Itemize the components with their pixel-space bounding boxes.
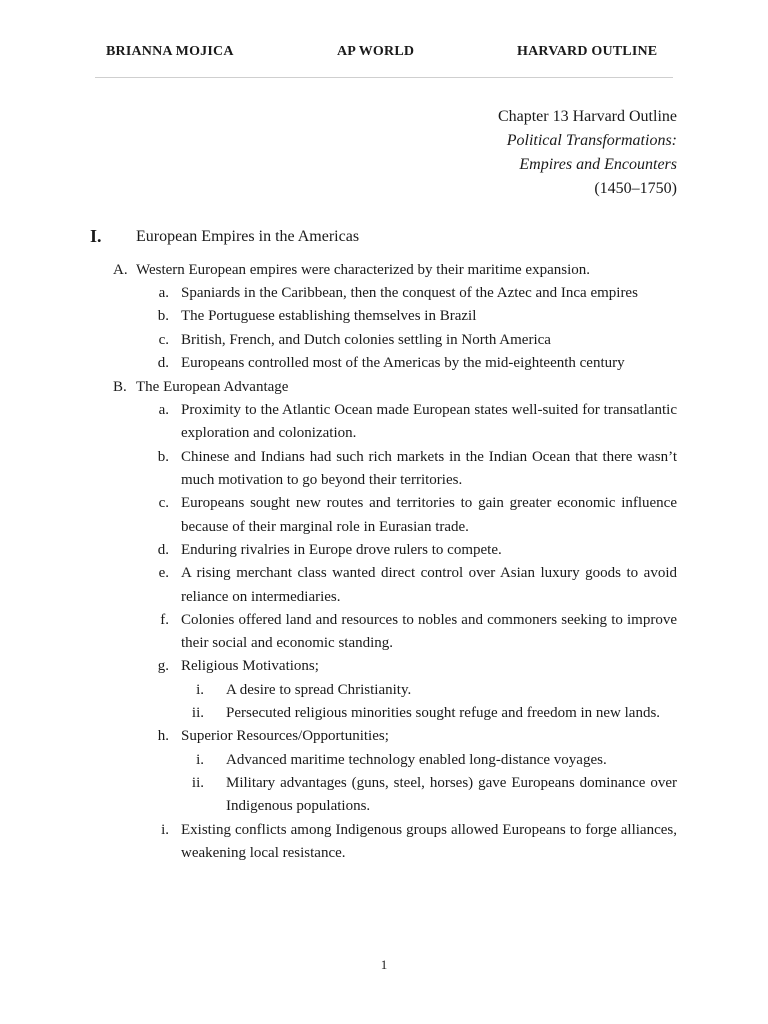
outline-text: Spaniards in the Caribbean, then the conquest of the Aztec and Inca empires bbox=[181, 285, 638, 301]
outline-text: Military advantages (guns, steel, horses) gave Europeans dominance over Indigenous populations. bbox=[226, 774, 677, 815]
outline-letter: A. bbox=[113, 262, 128, 278]
header-course: AP WORLD bbox=[337, 44, 415, 59]
outline-item-A bbox=[0, 258, 768, 282]
outline-roman: ii. bbox=[191, 774, 204, 791]
outline-item-B-h bbox=[0, 725, 768, 748]
chapter-subtitle-2: Empires and Encounters bbox=[519, 156, 677, 173]
outline-item-B-f bbox=[0, 609, 768, 656]
outline-roman: ii. bbox=[191, 705, 204, 722]
outline-text: British, French, and Dutch colonies settling in North America bbox=[181, 331, 551, 348]
outline-text: The European Advantage bbox=[136, 379, 289, 396]
outline-item-A-d bbox=[0, 352, 768, 375]
outline-letter: b. bbox=[157, 308, 169, 325]
outline-section-I bbox=[0, 226, 768, 258]
outline-item-A-a bbox=[0, 282, 768, 305]
outline-text: A rising merchant class wanted direct control over Asian luxury goods to avoid reliance on intermediaries. bbox=[181, 565, 677, 605]
outline-text: Chinese and Indians had such rich markets in the Indian Ocean that there wasn’t much motivation to go beyond their territories. bbox=[181, 448, 677, 489]
outline-text: Proximity to the Atlantic Ocean made European states well-suited for transatlantic exploration and colonization. bbox=[181, 402, 677, 442]
outline-letter: h. bbox=[157, 728, 169, 745]
outline-item-B-b bbox=[0, 446, 768, 493]
chapter-title: Chapter 13 Harvard Outline bbox=[497, 108, 677, 125]
outline-item-B-g-i bbox=[0, 679, 768, 702]
outline-letter: i. bbox=[161, 821, 169, 838]
outline-text: Enduring rivalries in Europe drove rulers to compete. bbox=[181, 541, 502, 558]
title-block bbox=[498, 105, 677, 201]
outline-text: Superior Resources/Opportunities; bbox=[181, 728, 389, 745]
chapter-subtitle: Political Transformations: bbox=[506, 132, 677, 149]
chapter-date-range: (1450–1750) bbox=[594, 180, 677, 197]
outline-item-B-a bbox=[0, 399, 768, 446]
outline-letter: a. bbox=[158, 402, 169, 419]
outline-item-B-c bbox=[0, 492, 768, 539]
outline-heading: European Empires in the Americas bbox=[136, 228, 360, 245]
outline-text: The Portuguese establishing themselves in Brazil bbox=[181, 308, 477, 325]
outline-item-B-h-ii bbox=[0, 772, 768, 819]
header-divider bbox=[95, 77, 673, 78]
outline-letter: g. bbox=[157, 658, 169, 675]
outline-item-B-g-ii bbox=[0, 702, 768, 725]
outline-text: Persecuted religious minorities sought refuge and freedom in new lands. bbox=[226, 705, 661, 722]
outline-item-B-d bbox=[0, 539, 768, 562]
outline-text: Religious Motivations; bbox=[181, 658, 319, 675]
outline-numeral: I. bbox=[90, 226, 102, 246]
outline bbox=[0, 226, 768, 865]
outline-text: Europeans sought new routes and territories to gain greater economic influence because of their marginal role in Eurasian trade. bbox=[181, 495, 677, 535]
outline-item-B bbox=[0, 375, 768, 399]
outline-letter: a. bbox=[158, 285, 169, 301]
outline-letter: f. bbox=[160, 611, 169, 628]
outline-item-B-e bbox=[0, 562, 768, 609]
outline-text: Existing conflicts among Indigenous groups allowed Europeans to forge alliances, weakening local resistance. bbox=[181, 821, 677, 861]
outline-text: Advanced maritime technology enabled long-distance voyages. bbox=[226, 751, 607, 768]
outline-item-B-i bbox=[0, 819, 768, 866]
header-author: BRIANNA MOJICA bbox=[106, 44, 234, 59]
outline-text: Europeans controlled most of the Americas by the mid-eighteenth century bbox=[181, 354, 625, 371]
outline-letter: c. bbox=[158, 495, 169, 512]
page-header bbox=[0, 44, 768, 68]
outline-roman: i. bbox=[196, 751, 204, 768]
outline-text: Colonies offered land and resources to nobles and commoners seeking to improve their social and economic standing. bbox=[181, 611, 677, 652]
outline-letter: d. bbox=[157, 541, 169, 558]
outline-item-B-g bbox=[0, 655, 768, 678]
outline-letter: b. bbox=[157, 448, 169, 465]
outline-item-A-c bbox=[0, 329, 768, 352]
outline-letter: e. bbox=[158, 565, 169, 582]
outline-letter: c. bbox=[158, 331, 169, 348]
outline-text: A desire to spread Christianity. bbox=[226, 681, 412, 698]
outline-roman: i. bbox=[196, 681, 204, 698]
outline-item-B-h-i bbox=[0, 749, 768, 772]
page-number: 1 bbox=[380, 957, 388, 972]
outline-item-A-b bbox=[0, 305, 768, 328]
outline-text: Western European empires were characterized by their maritime expansion. bbox=[136, 262, 591, 278]
outline-letter: d. bbox=[157, 354, 169, 371]
outline-letter: B. bbox=[113, 379, 127, 396]
header-type: HARVARD OUTLINE bbox=[517, 44, 658, 59]
